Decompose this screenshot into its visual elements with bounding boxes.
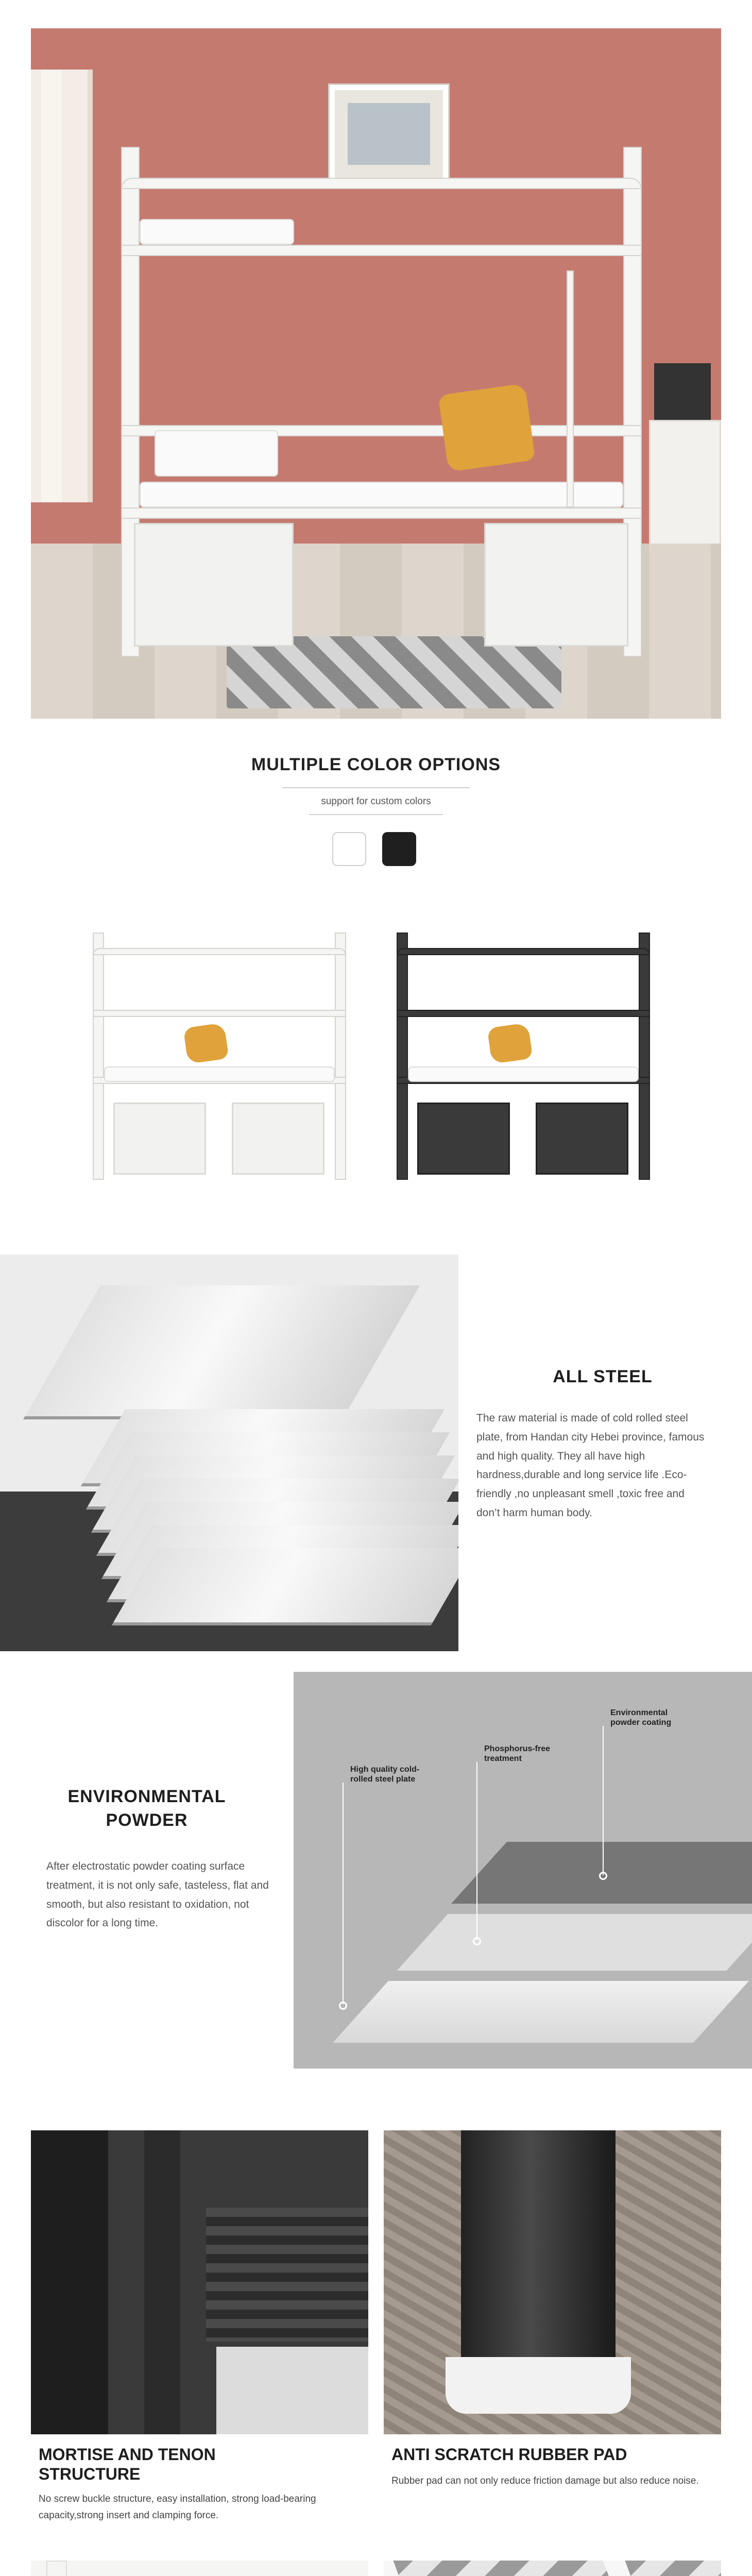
monitor [654,363,711,420]
marker-dot [339,2002,347,2010]
wall-picture-frame [330,85,448,183]
environmental-title-line1: ENVIRONMENTAL [67,1787,226,1806]
mortise-tenon-photo [31,2130,368,2434]
drawer-cabinet-photo [31,2561,368,2576]
leader-line [343,1783,344,2004]
coating-layers-diagram [294,1672,752,2069]
detail-text: No screw buckle structure, easy installation, strong load-bearing capacity,strong insert and clamping force. [39,2494,316,2521]
title-underline [282,787,470,788]
steel-sheet [112,1548,458,1625]
white-color-swatch[interactable] [332,832,366,866]
all-steel-description: The raw material is made of cold rolled steel plate, from Handan city Hebei province, famous and high quality. They all have high hardness,durable and long service life .Eco-friendly ,no unpleasant smell ,toxic free and don’t harm human body. [476,1412,705,1519]
detail-text: Rubber pad can not only reduce friction damage but also reduce noise. [391,2476,699,2486]
anti-skid-ladder-photo [384,2561,721,2576]
top-layer-label [610,1708,671,1727]
patterned-rug [227,636,561,708]
color-options-title: MULTIPLE COLOR OPTIONS [251,755,501,774]
black-color-swatch[interactable] [382,832,416,866]
base-layer-label-line1: High quality cold- [350,1765,420,1774]
steel-sheet [23,1285,420,1419]
mid-layer-label-line2: treatment [484,1754,522,1764]
subtitle-underline [309,814,443,815]
hero-product-photo [31,28,721,719]
environmental-title-line2: POWDER [106,1810,188,1830]
marker-dot [599,1872,607,1880]
rubber-pad-photo [384,2130,721,2434]
environmental-description: After electrostatic powder coating surface treatment, it is not only safe, tasteless, flat and smooth, but also resistant to oxidation, not discolor for a long time. [46,1860,269,1929]
top-layer-label-line1: Environmental [610,1708,668,1717]
environmental-title [31,1785,263,1833]
window-curtain [31,70,93,502]
mid-layer-label [484,1744,550,1764]
steel-plates-image [0,1255,458,1651]
detail-title: ANTI SCRATCH RUBBER PAD [391,2445,627,2464]
base-layer-label-line2: rolled steel plate [350,1775,416,1784]
black-bunk-bed-photo [386,922,664,1190]
mortise-title-line2: STRUCTURE [39,2465,141,2484]
base-layer-label [350,1765,419,1784]
mid-layer-label-line1: Phosphorus-free [484,1744,551,1753]
top-layer-label-line2: powder coating [610,1718,672,1727]
marker-dot [473,1937,481,1945]
leader-line [476,1762,477,1940]
color-options-subtitle: support for custom colors [321,796,431,807]
white-bunk-bed-photo [82,922,361,1190]
detail-title [39,2445,368,2484]
mortise-title-line1: MORTISE AND TENON [39,2445,216,2464]
all-steel-title: ALL STEEL [553,1367,653,1386]
leader-line [603,1726,604,1875]
steel-plate-layer [333,1981,749,2043]
phosphorus-free-layer [397,1914,752,1971]
